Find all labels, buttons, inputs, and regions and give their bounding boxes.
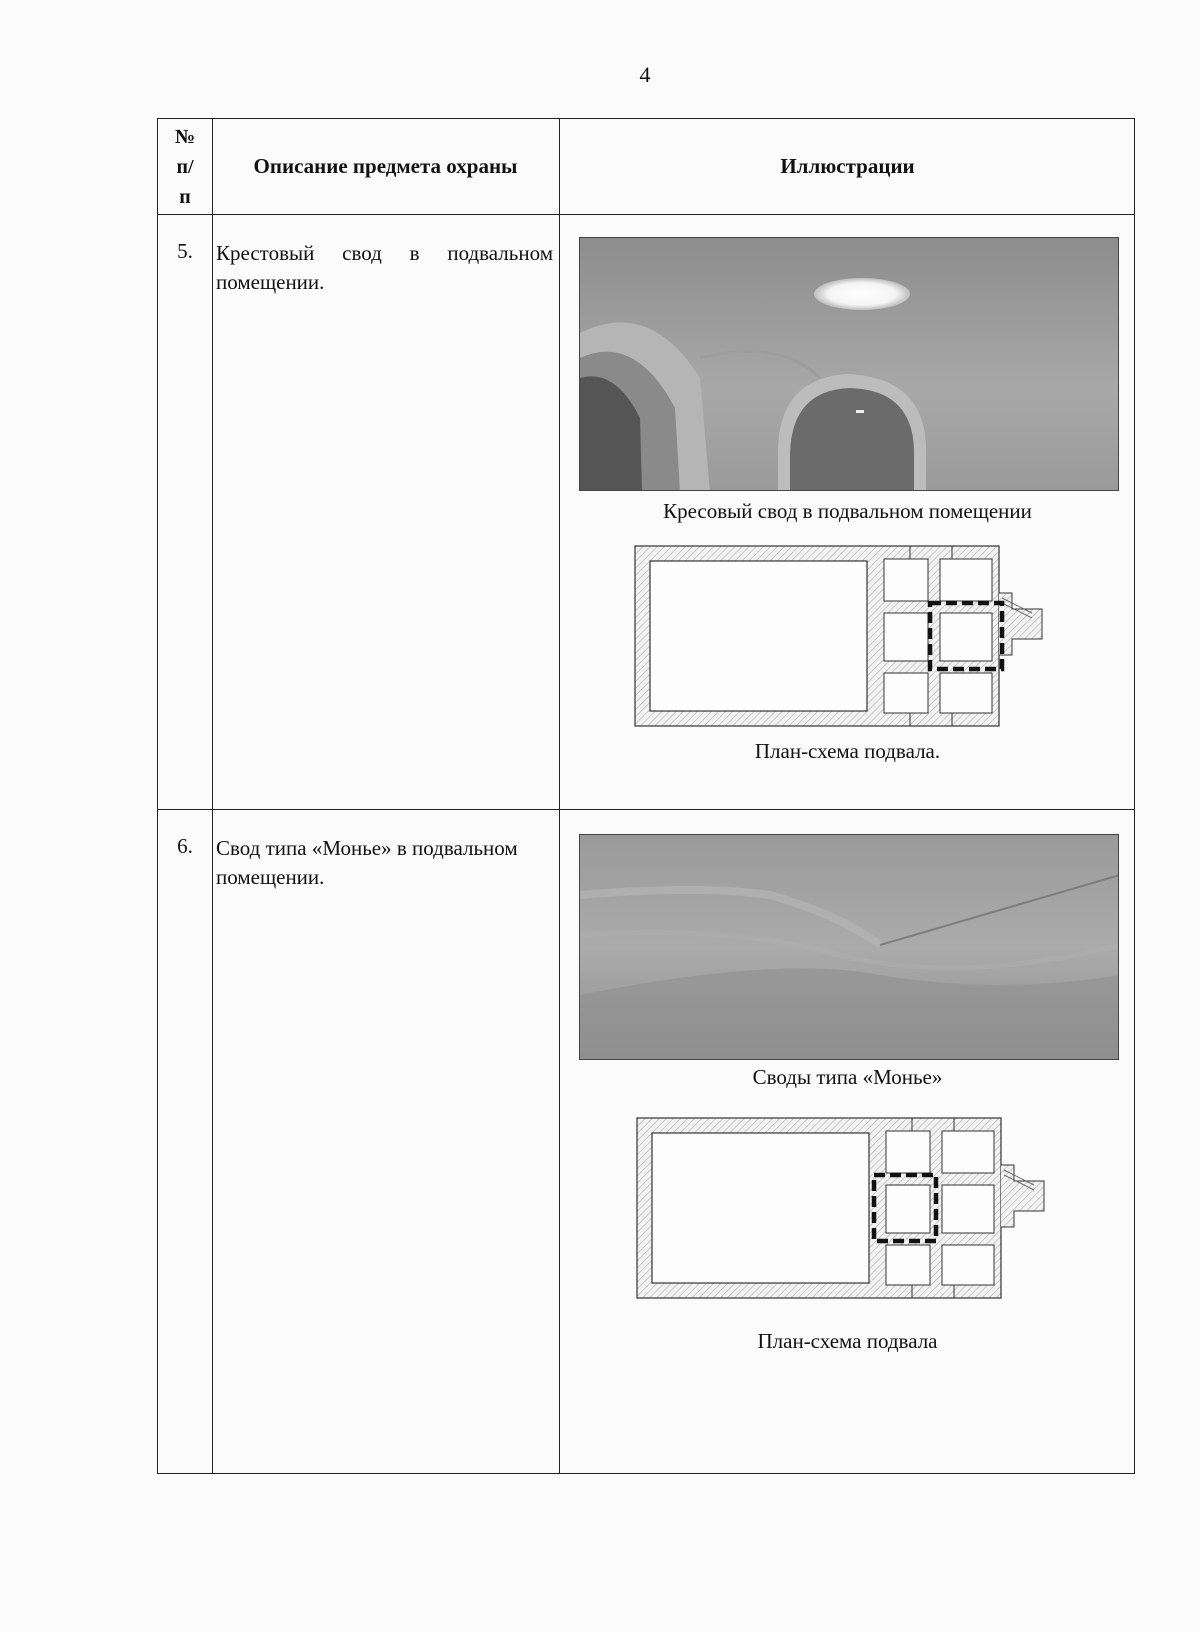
column-divider [559,119,560,1473]
monier-vault-photo-caption: Своды типа «Монье» [752,1065,943,1089]
basement-plan-2 [634,1115,1054,1301]
row-description: Крестовый свод в подвальном помещении. [216,241,553,294]
basement-plan-1-caption: План-схема подвала. [754,739,941,763]
monier-vault-photo [579,834,1119,1060]
row-description: Свод типа «Монье» в подвальном помещении. [216,836,518,889]
header-illustrations: Иллюстрации [780,154,915,178]
cross-vault-photo [579,237,1119,491]
row-number: 5. [177,239,193,263]
header-number-line: № [174,125,196,148]
page-number: 4 [639,62,651,87]
header-number-line: п [179,185,191,208]
header-number [158,119,212,214]
cross-vault-photo-image [580,238,1119,491]
cross-vault-photo-caption: Кресовый свод в подвальном помещении [663,499,1032,523]
row-number: 6. [177,834,193,858]
basement-plan-1 [632,543,1052,729]
header-divider [158,214,1134,215]
monier-vault-photo-image [580,835,1119,1060]
basement-plan-2-caption: План-схема подвала [757,1329,938,1353]
protection-subject-table [157,118,1135,1474]
column-divider [212,119,213,1473]
row-divider [158,809,1134,810]
header-description: Описание предмета охраны [253,154,518,178]
header-number-line: п/ [176,155,194,178]
